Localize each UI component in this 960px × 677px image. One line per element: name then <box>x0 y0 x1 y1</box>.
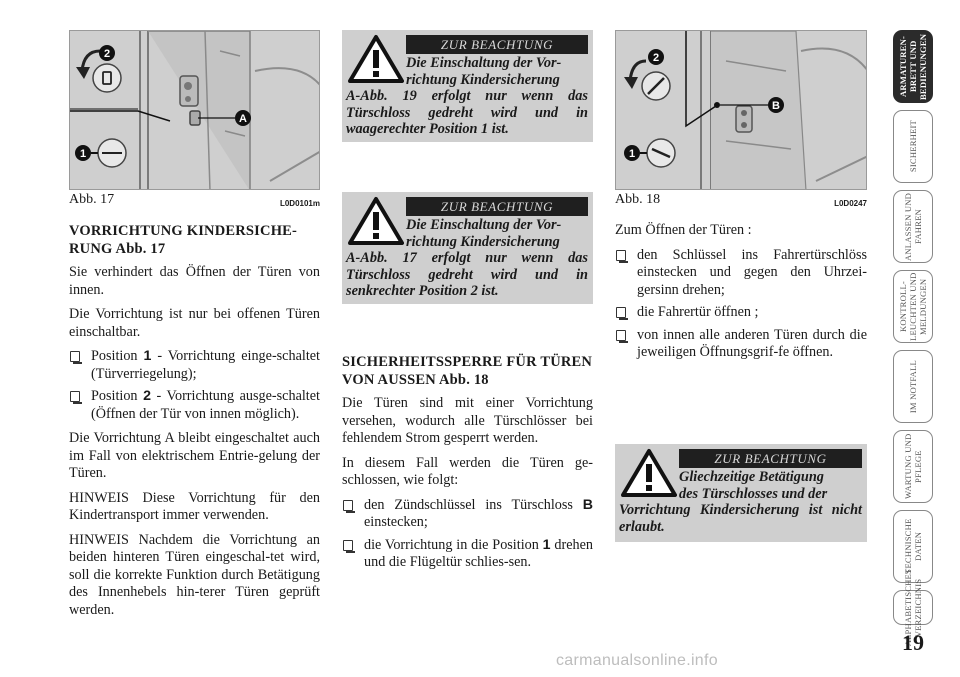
door-lock-illustration <box>616 31 867 190</box>
door-lock-illustration <box>70 31 320 190</box>
checkbox-bullet-icon <box>343 500 353 511</box>
warning-box-3 <box>615 444 867 542</box>
bullet-list <box>615 247 867 362</box>
warning-tag: ZUR BEACHTUNG <box>406 35 588 54</box>
tab-anlassen[interactable]: ANLASSEN UND FAHREN <box>893 190 933 263</box>
svg-text:A: A <box>239 113 247 125</box>
figure-17-caption <box>69 192 320 208</box>
tab-armaturenbrett[interactable]: ARMATUREN-BRETT UND BEDIENUNGEN <box>893 30 933 103</box>
paragraph: Zum Öffnen der Türen : <box>615 222 752 238</box>
svg-text:2: 2 <box>103 48 111 60</box>
hint-paragraph: HINWEIS Nachdem die Vorrichtung an beiden hinteren Türen eingeschal-tet wird, soll die korrekte Funktion durch Betätigung des Innenhebels hin-terer Türen geprüft werden. <box>69 531 320 618</box>
svg-text:2: 2 <box>652 52 660 64</box>
warning-text: Gliechzeitige Betätigung des Türschlosses und der Vorrichtung Kindersicherung ist nicht erlaubt. <box>619 469 862 535</box>
figure-18-caption <box>615 192 867 208</box>
list-item: den Zündschlüssel ins Türschloss B einstecken; <box>342 497 593 532</box>
warning-box-2 <box>342 192 593 304</box>
list-item: Position 1 - Vorrichtung einge-schaltet (Türverriegelung); <box>69 348 320 383</box>
list-item: von innen alle anderen Türen durch die jeweiligen Öffnungsgrif-fe öffnen. <box>615 327 867 362</box>
checkbox-bullet-icon <box>343 540 353 551</box>
paragraph: Die Vorrichtung ist nur bei offenen Türen einschaltbar. <box>69 306 320 340</box>
tab-wartung[interactable]: WARTUNG UND PFLEGE <box>893 430 933 503</box>
hint-paragraph: HINWEIS Diese Vorrichtung für den Kindertransport immer verwenden. <box>69 489 320 523</box>
warning-text: Die Einschaltung der Vor- richtung Kindersicherung A-Abb. 19 erfolgt nur wenn das Türschloss gedreht wird und in waagerechter Position 1 ist. <box>346 55 588 137</box>
warning-tag: ZUR BEACHTUNG <box>679 449 862 468</box>
checkbox-bullet-icon <box>616 330 626 341</box>
paragraph: Die Türen sind mit einer Vorrichtung versehen, wodurch alle Türschlösser bei fehlendem Strom gesperrt werden. <box>342 395 593 446</box>
list-item: Position 2 - Vorrichtung ausge-schaltet (Öffnen der Tür von innen möglich). <box>69 388 320 423</box>
bullet-list <box>69 348 320 423</box>
paragraph: Sie verhindert das Öffnen der Türen von innen. <box>69 264 320 298</box>
bullet-list <box>342 497 593 572</box>
svg-text:B: B <box>772 100 780 112</box>
middle-column <box>342 353 593 579</box>
warning-text: Die Einschaltung der Vor- richtung Kindersicherung A-Abb. 17 erfolgt nur wenn das Türschloss gedreht wird und in senkrechter Position 2 ist. <box>346 217 588 299</box>
page-number: 19 <box>902 630 924 655</box>
checkbox-bullet-icon <box>70 391 80 402</box>
tab-im-notfall[interactable]: IM NOTFALL <box>893 350 933 423</box>
figure-code: L0D0101m <box>279 199 320 208</box>
svg-text:1: 1 <box>628 148 636 160</box>
section-heading-sicherheitssperre: SICHERHEITSSPERRE FÜR TÜREN VON AUSSEN Abb. 18 <box>342 354 593 388</box>
list-item: die Vorrichtung in die Position 1 drehen und die Flügeltür schlies-sen. <box>342 537 593 572</box>
right-column <box>615 222 867 369</box>
tab-kontrollleuchten[interactable]: KONTROLL-LEUCHTEN UND MELDUNGEN <box>893 270 933 343</box>
paragraph: In diesem Fall werden die Türen ge-schlossen, wie folgt: <box>342 454 593 488</box>
figure-code: L0D0247 <box>834 199 867 208</box>
figure-caption-label: Abb. 17 <box>69 192 115 207</box>
section-heading-kindersicherung: VORRICHTUNG KINDERSICHE-RUNG Abb. 17 <box>69 223 298 257</box>
checkbox-bullet-icon <box>616 307 626 318</box>
watermark-text: carmanualsonline.info <box>556 652 718 669</box>
left-column <box>69 222 320 626</box>
warning-box-1 <box>342 30 593 142</box>
figure-17-image <box>69 30 320 190</box>
paragraph: Die Vorrichtung A bleibt eingeschaltet auch im Fall von elektrischem Entrie-gelung der Türen. <box>69 430 320 481</box>
figure-18-image <box>615 30 867 190</box>
list-item: den Schlüssel ins Fahrertürschlöss einstecken und gegen den Uhrzei-gersinn drehen; <box>615 247 867 300</box>
checkbox-bullet-icon <box>70 351 80 362</box>
tab-technische-daten[interactable]: TECHNISCHE DATEN <box>893 510 933 583</box>
tab-verzeichnis[interactable]: ALPHABETISCHES VERZEICHNIS <box>893 590 933 625</box>
checkbox-bullet-icon <box>616 250 626 261</box>
list-item: die Fahrertür öffnen ; <box>615 304 867 322</box>
figure-caption-label: Abb. 18 <box>615 192 661 207</box>
svg-text:1: 1 <box>79 148 87 160</box>
tab-sicherheit[interactable]: SICHERHEIT <box>893 110 933 183</box>
warning-tag: ZUR BEACHTUNG <box>406 197 588 216</box>
